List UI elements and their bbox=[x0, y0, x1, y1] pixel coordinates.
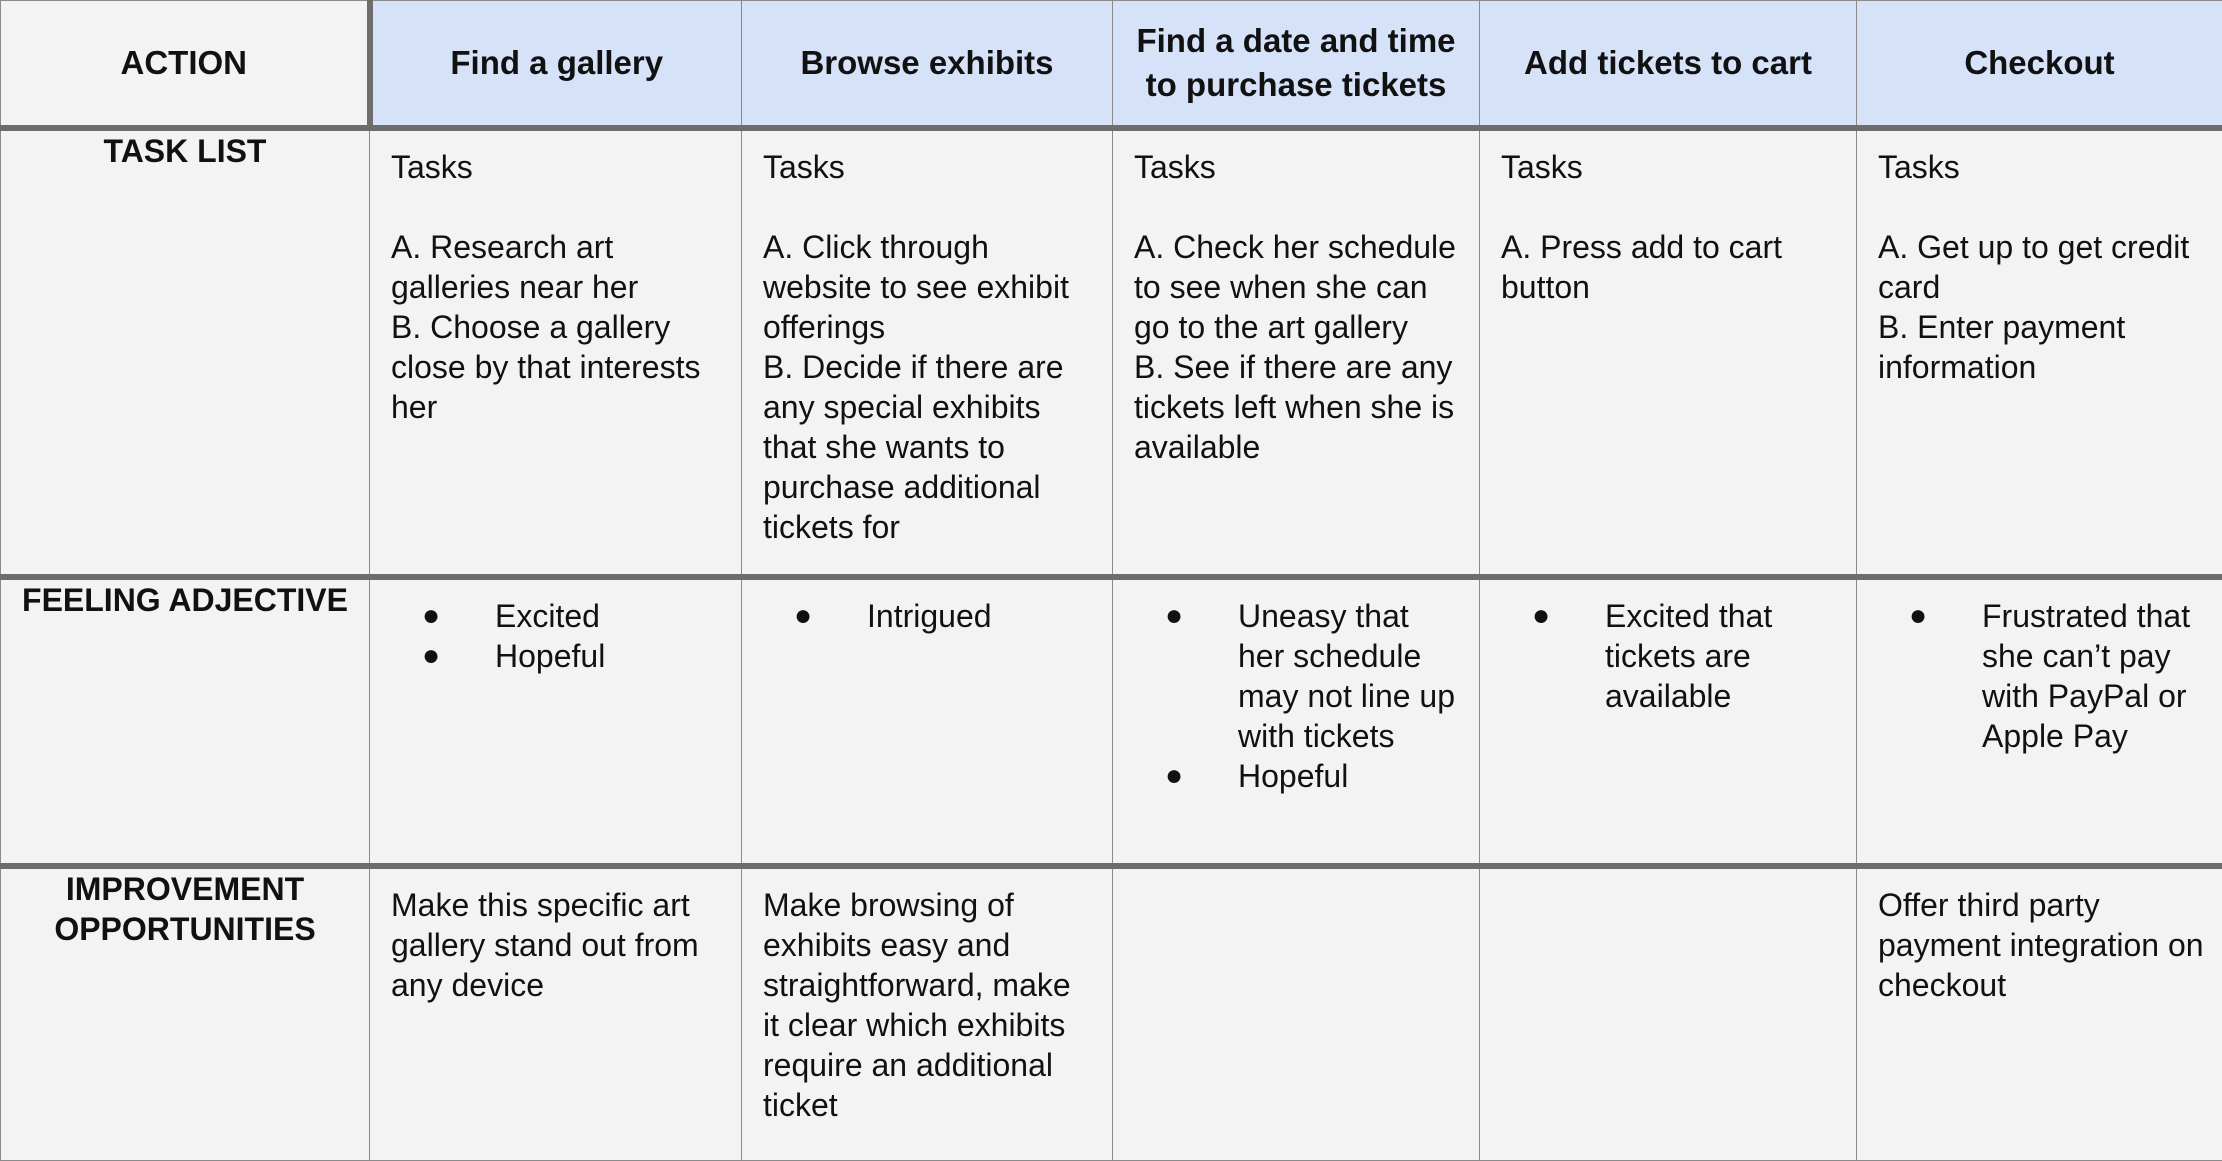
improvement-cell-add-to-cart bbox=[1480, 866, 1857, 1161]
row-label-action: ACTION bbox=[1, 1, 370, 128]
tasks-heading: Tasks bbox=[1501, 147, 1838, 187]
feeling-cell-find-date-time bbox=[1113, 577, 1480, 866]
row-label-task-list: TASK LIST bbox=[1, 128, 370, 577]
action-row bbox=[1, 1, 2222, 128]
improvement-cell-find-date-time bbox=[1113, 866, 1480, 1161]
bullet-icon: ● bbox=[422, 596, 440, 636]
improvement-text bbox=[1113, 869, 1479, 885]
task-item: A. Research art galleries near her bbox=[391, 227, 723, 307]
bullet-icon: ● bbox=[794, 596, 812, 636]
tasks-heading: Tasks bbox=[763, 147, 1094, 187]
feeling-item: ● Intrigued bbox=[742, 596, 1094, 636]
row-label-feeling: FEELING ADJECTIVE bbox=[1, 577, 370, 866]
feeling-item: ● Uneasy that her schedule may not line up with tickets bbox=[1113, 596, 1461, 756]
improvement-text bbox=[1480, 869, 1856, 885]
stage-header-find-gallery: Find a gallery bbox=[370, 1, 742, 128]
bullet-icon: ● bbox=[1532, 596, 1550, 636]
task-item: B. Choose a gallery close by that interests her bbox=[391, 307, 723, 427]
bullet-icon: ● bbox=[1909, 596, 1927, 636]
task-item: B. Enter payment information bbox=[1878, 307, 2204, 387]
row-label-improvement: IMPROVEMENT OPPORTUNITIES bbox=[1, 866, 370, 1161]
feeling-item: ● Excited bbox=[370, 596, 723, 636]
feeling-item: ● Hopeful bbox=[370, 636, 723, 676]
feeling-cell-checkout bbox=[1857, 577, 2222, 866]
feeling-cell-find-gallery bbox=[370, 577, 742, 866]
task-item: A. Press add to cart button bbox=[1501, 227, 1838, 307]
task-cell-browse-exhibits bbox=[742, 128, 1113, 577]
improvement-text: Make this specific art gallery stand out from any device bbox=[370, 869, 741, 1005]
task-cell-find-gallery bbox=[370, 128, 742, 577]
improvement-cell-checkout bbox=[1857, 866, 2222, 1161]
tasks-heading: Tasks bbox=[1134, 147, 1461, 187]
bullet-icon: ● bbox=[1165, 756, 1183, 796]
improvement-cell-find-gallery bbox=[370, 866, 742, 1161]
improvement-row bbox=[1, 866, 2222, 1161]
stage-header-checkout: Checkout bbox=[1857, 1, 2222, 128]
feeling-adjective-row bbox=[1, 577, 2222, 866]
improvement-text: Make browsing of exhibits easy and straightforward, make it clear which exhibits require an additional ticket bbox=[742, 869, 1112, 1125]
task-cell-add-to-cart bbox=[1480, 128, 1857, 577]
tasks-heading: Tasks bbox=[1878, 147, 2204, 187]
task-item: B. Decide if there are any special exhibits that she wants to purchase additional tickets for bbox=[763, 347, 1094, 547]
stage-header-browse-exhibits: Browse exhibits bbox=[742, 1, 1113, 128]
feeling-cell-browse-exhibits bbox=[742, 577, 1113, 866]
bullet-icon: ● bbox=[422, 636, 440, 676]
task-item: A. Check her schedule to see when she can go to the art gallery bbox=[1134, 227, 1461, 347]
stage-header-add-to-cart: Add tickets to cart bbox=[1480, 1, 1857, 128]
stage-header-find-date-time: Find a date and time to purchase tickets bbox=[1113, 1, 1480, 128]
tasks-heading: Tasks bbox=[391, 147, 723, 187]
task-item: A. Click through website to see exhibit offerings bbox=[763, 227, 1094, 347]
feeling-cell-add-to-cart bbox=[1480, 577, 1857, 866]
improvement-text: Offer third party payment integration on checkout bbox=[1857, 869, 2222, 1005]
bullet-icon: ● bbox=[1165, 596, 1183, 636]
feeling-item: ● Hopeful bbox=[1113, 756, 1461, 796]
task-cell-find-date-time bbox=[1113, 128, 1480, 577]
task-cell-checkout bbox=[1857, 128, 2222, 577]
task-item: B. See if there are any tickets left when she is available bbox=[1134, 347, 1461, 467]
task-item: A. Get up to get credit card bbox=[1878, 227, 2204, 307]
feeling-item: ● Frustrated that she can’t pay with PayPal or Apple Pay bbox=[1857, 596, 2204, 756]
improvement-cell-browse-exhibits bbox=[742, 866, 1113, 1161]
feeling-item: ● Excited that tickets are available bbox=[1480, 596, 1838, 716]
task-list-row bbox=[1, 128, 2222, 577]
